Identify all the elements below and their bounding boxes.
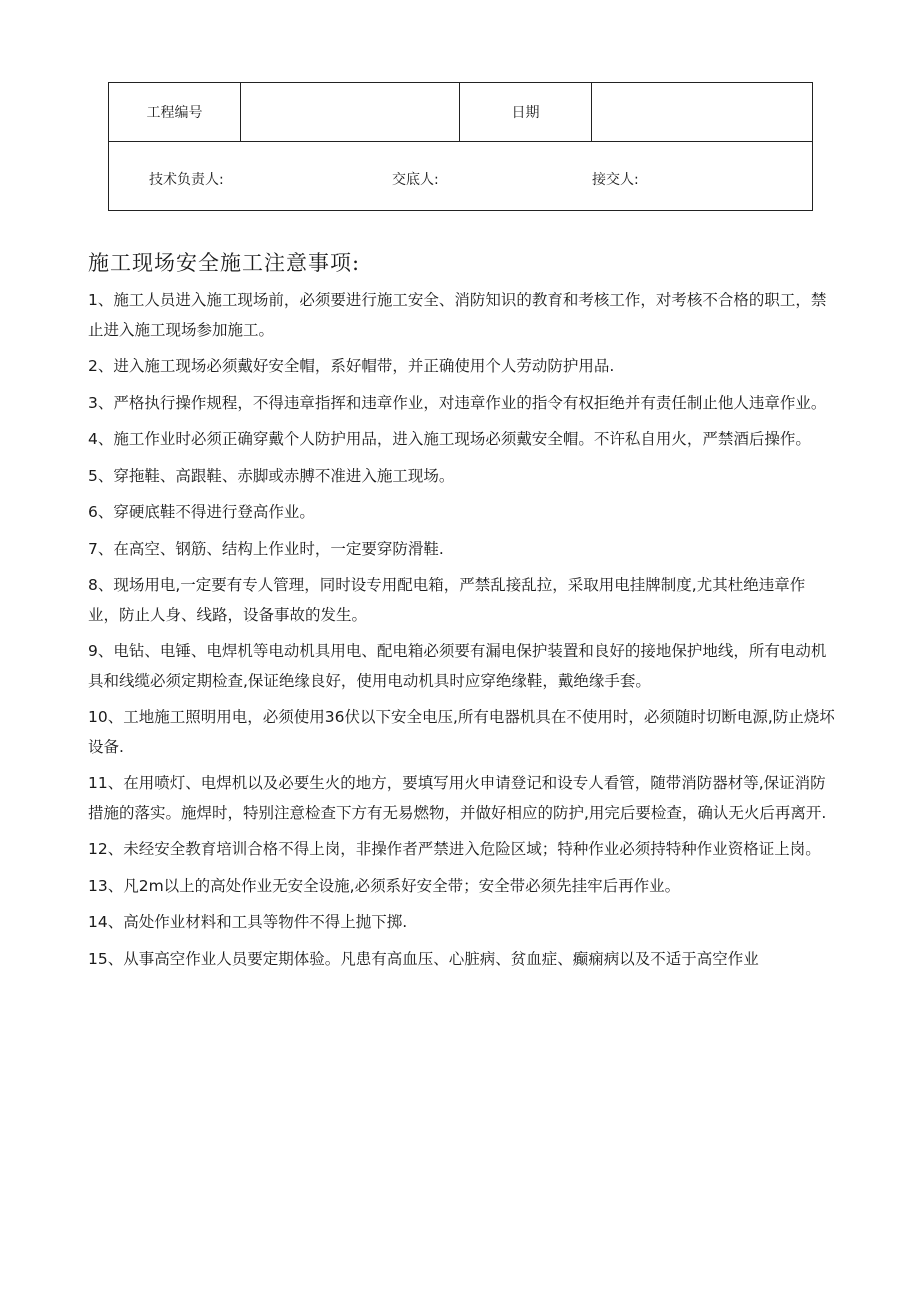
list-item: 15、从事高空作业人员要定期体验。凡患有高血压、心脏病、贫血症、癫痫病以及不适于高空作业 (88, 949, 759, 968)
signature-cell (109, 142, 813, 211)
header-row-signatures (109, 142, 813, 211)
list-item: 2、进入施工现场必须戴好安全帽，系好帽带，并正确使用个人劳动防护用品. (88, 357, 615, 375)
project-number-field[interactable] (241, 83, 460, 142)
date-label: 日期 (460, 83, 592, 142)
project-number-label: 工程编号 (109, 83, 241, 142)
section-title: 施工现场安全施工注意事项: (88, 251, 361, 275)
list-item: 8、现场用电,一定要有专人管理，同时设专用配电箱，严禁乱接乱拉，采取用电挂牌制度,尤其杜绝违章作业，防止人身、线路，设备事故的发生。 (88, 576, 806, 624)
list-item: 7、在高空、钢筋、结构上作业时，一定要穿防滑鞋. (88, 539, 444, 558)
list-item: 3、严格执行操作规程，不得违章指挥和违章作业，对违章作业的指令有权拒绝并有责任制止他人违章作业。 (88, 393, 827, 412)
list-item: 12、未经安全教育培训合格不得上岗，非操作者严禁进入危险区域；特种作业必须持特种作业资格证上岗。 (88, 840, 821, 858)
briefer-label: 交底人: (392, 172, 439, 188)
tech-lead-label: 技术负责人: (149, 172, 224, 188)
safety-items-list (88, 286, 836, 981)
list-item: 1、施工人员进入施工现场前，必须要进行施工安全、消防知识的教育和考核工作，对考核不合格的职工，禁止进入施工现场参加施工。 (88, 291, 827, 339)
receiver-label: 接交人: (592, 172, 639, 188)
header-info-table (108, 82, 813, 211)
list-item: 6、穿硬底鞋不得进行登高作业。 (88, 503, 315, 521)
list-item: 11、在用喷灯、电焊机以及必要生火的地方，要填写用火申请登记和设专人看管，随带消防器材等,保证消防措施的落实。施焊时，特别注意检查下方有无易燃物，并做好相应的防护,用完后要检查，确认无火后再离开. (88, 774, 827, 822)
list-item: 4、施工作业时必须正确穿戴个人防护用品，进入施工现场必须戴安全帽。不许私自用火，严禁酒后操作。 (88, 430, 811, 448)
list-item: 9、电钻、电锤、电焊机等电动机具用电、配电箱必须要有漏电保护装置和良好的接地保护地线，所有电动机具和线缆必须定期检查,保证绝缘良好，使用电动机具时应穿绝缘鞋，戴绝缘手套。 (88, 642, 827, 690)
header-row-project (109, 83, 813, 142)
date-field[interactable] (592, 83, 813, 142)
list-item: 13、凡2m以上的高处作业无安全设施,必须系好安全带；安全带必须先挂牢后再作业。 (88, 876, 681, 895)
list-item: 10、工地施工照明用电，必须使用36伏以下安全电压,所有电器机具在不使用时，必须随时切断电源,防止烧坏设备. (88, 708, 835, 756)
list-item: 14、高处作业材料和工具等物件不得上抛下掷. (88, 913, 408, 931)
list-item: 5、穿拖鞋、高跟鞋、赤脚或赤膊不准进入施工现场。 (88, 466, 455, 485)
